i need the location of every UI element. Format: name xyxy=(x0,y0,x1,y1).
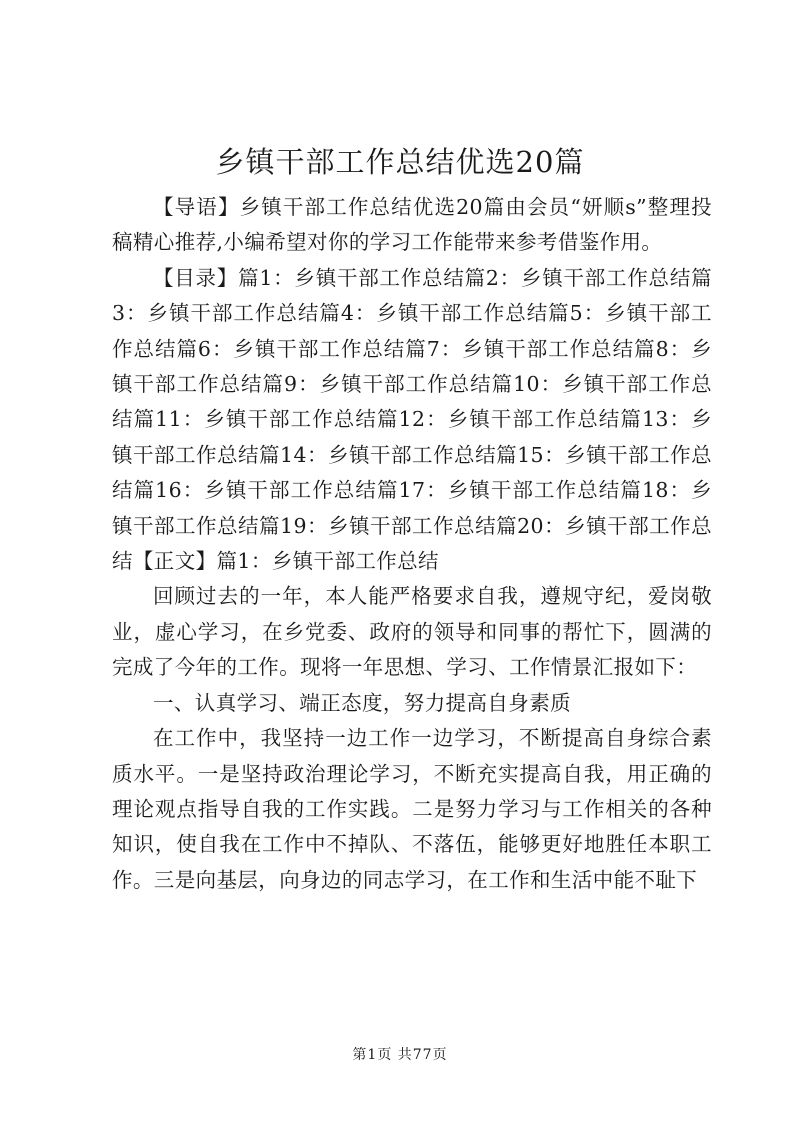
document-title: 乡镇干部工作总结优选20篇 xyxy=(215,145,585,179)
intro-paragraph: 【导语】乡镇干部工作总结优选20篇由会员“妍顺s”整理投稿精心推荐,小编希望对你的学习工作能带来参考借鉴作用。 xyxy=(112,195,712,255)
table-of-contents-paragraph: 【目录】篇1：乡镇干部工作总结篇2：乡镇干部工作总结篇3：乡镇干部工作总结篇4：乡镇干部工作总结篇5：乡镇干部工作总结篇6：乡镇干部工作总结篇7：乡镇干部工作总结篇8：乡镇干部工作总结篇9：乡镇干部工作总结篇10：乡镇干部工作总结篇11：乡镇干部工作总结篇12：乡镇干部工作总结篇13：乡镇干部工作总结篇14：乡镇干部工作总结篇15：乡镇干部工作总结篇16：乡镇干部工作总结篇17：乡镇干部工作总结篇18：乡镇干部工作总结篇19：乡镇干部工作总结篇20：乡镇干部工作总结【正文】篇1：乡镇干部工作总结 xyxy=(112,265,712,574)
document-body xyxy=(112,190,712,898)
page-footer: 第1页 共77页 xyxy=(352,1047,448,1063)
body-paragraph: 在工作中，我坚持一边工作一边学习，不断提高自身综合素质水平。一是坚持政治理论学习，不断充实提高自我，用正确的理论观点指导自我的工作实践。二是努力学习与工作相关的各种知识，使自我在工作中不掉队、不落伍，能够更好地胜任本职工作。三是向基层，向身边的同志学习，在工作和生活中能不耻下 xyxy=(112,726,712,892)
section-heading: 一、认真学习、端正态度，努力提高自身素质 xyxy=(153,690,571,715)
body-paragraph: 回顾过去的一年，本人能严格要求自我，遵规守纪，爱岗敬业，虚心学习，在乡党委、政府的领导和同事的帮忙下，圆满的完成了今年的工作。现将一年思想、学习、工作情景汇报如下： xyxy=(112,584,712,680)
